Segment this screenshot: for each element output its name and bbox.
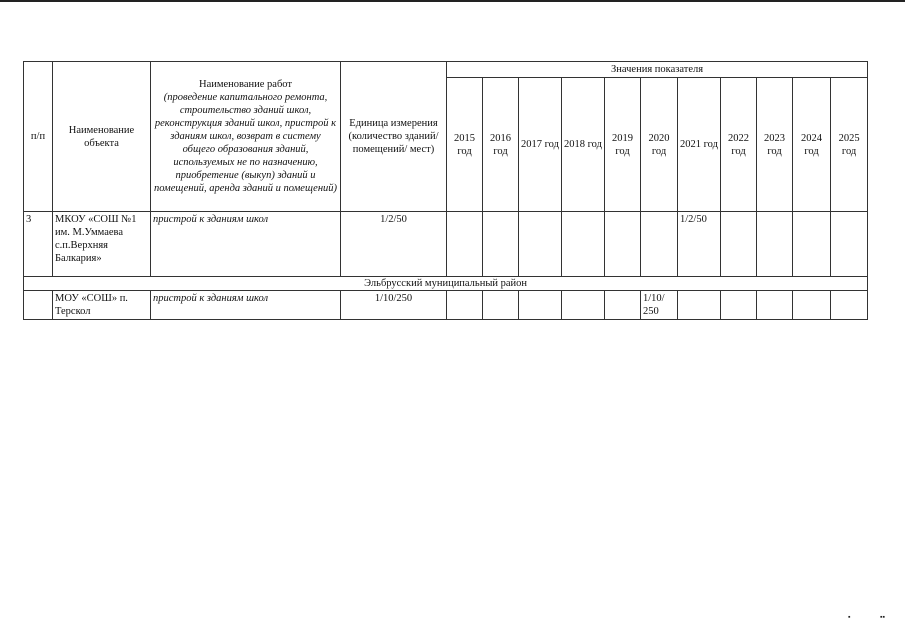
row-value xyxy=(447,212,483,277)
header-unit: Единица измерения (количество зданий/ помещений/ мест) xyxy=(341,62,447,212)
row-value xyxy=(793,212,831,277)
scan-dot: ▪▪ xyxy=(880,613,885,621)
header-object: Наименование объекта xyxy=(53,62,151,212)
row-works: пристрой к зданиям школ xyxy=(151,212,341,277)
row-value: 1/2/50 xyxy=(678,212,721,277)
header-year: 2024 год xyxy=(793,78,831,212)
region-row xyxy=(24,277,868,291)
row-value xyxy=(562,291,605,320)
region-label: Эльбрусский муниципальный район xyxy=(24,277,868,291)
header-year: 2022 год xyxy=(721,78,757,212)
scan-dot: ▪ xyxy=(848,613,851,621)
header-year: 2015 год xyxy=(447,78,483,212)
row-unit: 1/2/50 xyxy=(341,212,447,277)
header-year: 2020 год xyxy=(641,78,678,212)
header-year: 2016 год xyxy=(483,78,519,212)
indicators-table xyxy=(23,61,868,320)
header-works xyxy=(151,62,341,212)
header-works-title: Наименование работ xyxy=(199,79,292,90)
header-values: Значения показателя xyxy=(447,62,868,78)
header-year: 2019 год xyxy=(605,78,641,212)
header-year: 2025 год xyxy=(831,78,868,212)
row-value xyxy=(562,212,605,277)
header-year: 2018 год xyxy=(562,78,605,212)
table-row xyxy=(24,212,868,277)
row-object: МОУ «СОШ» п. Терскол xyxy=(53,291,151,320)
row-value xyxy=(605,291,641,320)
row-object: МКОУ «СОШ №1 им. М.Уммаева с.п.Верхняя Балкария» xyxy=(53,212,151,277)
row-value xyxy=(831,291,868,320)
row-num xyxy=(24,291,53,320)
row-value xyxy=(483,291,519,320)
row-value xyxy=(721,291,757,320)
row-unit: 1/10/250 xyxy=(341,291,447,320)
row-value xyxy=(793,291,831,320)
row-value xyxy=(641,212,678,277)
row-value: 1/10/ 250 xyxy=(641,291,678,320)
row-value xyxy=(757,212,793,277)
header-num: п/п xyxy=(24,62,53,212)
header-works-desc: (проведение капитального ремонта, строительство зданий школ, реконструкция зданий школ, пристрой к зданиям школ, возврат в систему общего образования зданий, используемых не по назначению, приобретение (выкуп) зданий и помещений, аренда зданий и помещений) xyxy=(153,92,338,194)
header-row-1 xyxy=(24,62,868,78)
row-value xyxy=(605,212,641,277)
header-year: 2021 год xyxy=(678,78,721,212)
row-value xyxy=(757,291,793,320)
row-value xyxy=(678,291,721,320)
row-num: 3 xyxy=(24,212,53,277)
row-value xyxy=(519,212,562,277)
row-value xyxy=(721,212,757,277)
table-row xyxy=(24,291,868,320)
top-border-line xyxy=(0,0,905,2)
header-year: 2017 год xyxy=(519,78,562,212)
row-value xyxy=(447,291,483,320)
header-year: 2023 год xyxy=(757,78,793,212)
row-value xyxy=(831,212,868,277)
row-works: пристрой к зданиям школ xyxy=(151,291,341,320)
row-value xyxy=(483,212,519,277)
row-value xyxy=(519,291,562,320)
